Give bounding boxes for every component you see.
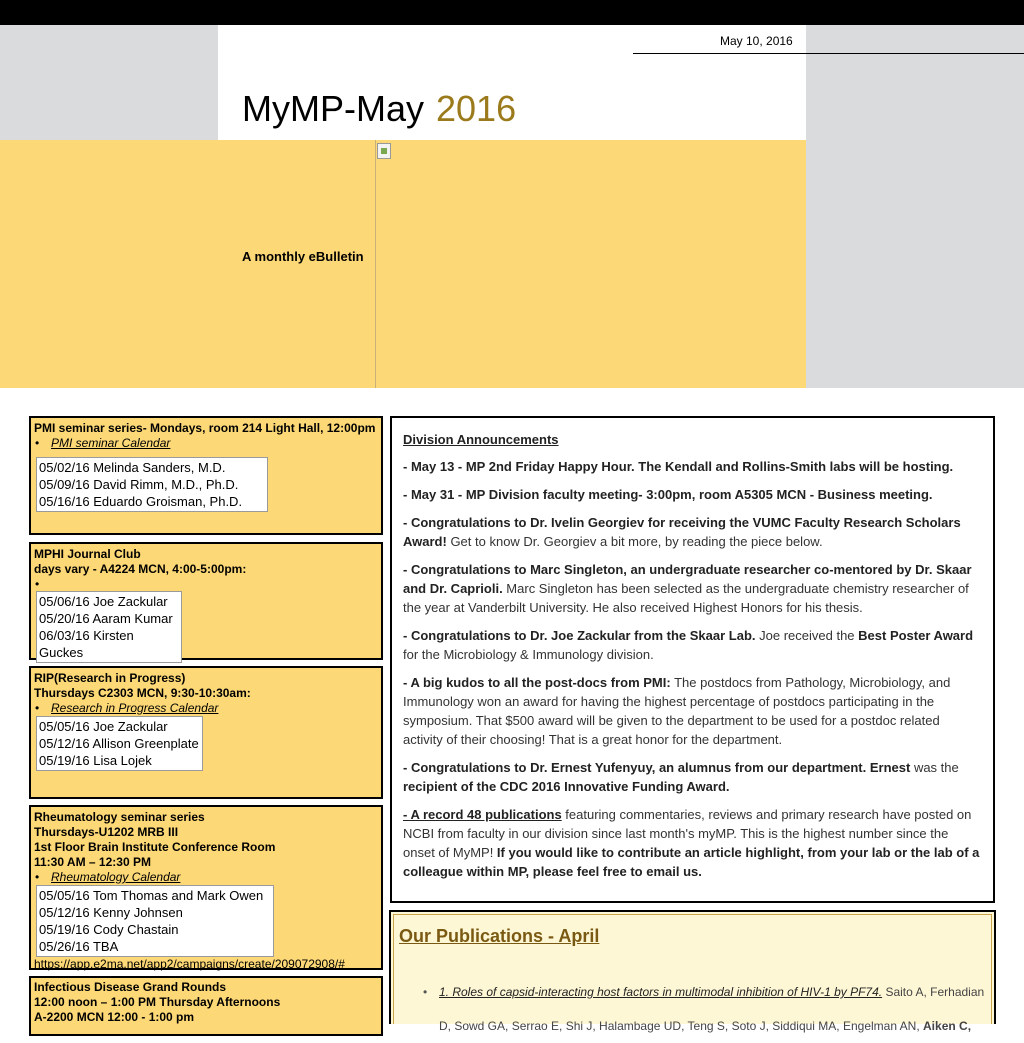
list-item: 05/05/16 Tom Thomas and Mark Owen xyxy=(39,888,264,903)
date-rule xyxy=(633,53,1024,54)
tagline: A monthly eBulletin xyxy=(242,249,364,264)
publication-item: • 1. Roles of capsid-interacting host factors in multimodal inhibition of HIV-1 by PF74. Saito A, Ferhadian D, Sowd GA, Serrao E, Shi J, Halambage UD, Teng S, Soto J, Siddiqui MA, Engelman AN, Aiken C, xyxy=(399,975,986,1043)
pmi-calendar-link[interactable]: • PMI seminar Calendar xyxy=(34,436,378,451)
list-item: 05/12/16 Allison Greenplate xyxy=(39,736,199,751)
list-item: 05/06/16 Joe Zackular xyxy=(39,594,168,609)
mphi-title-1: MPHI Journal Club xyxy=(34,547,141,561)
rip-title-2: Thursdays C2303 MCN, 9:30-10:30am: xyxy=(34,686,251,700)
publications-link[interactable]: - A record 48 publications xyxy=(403,807,562,822)
pmi-seminar-title: PMI seminar series- Mondays, room 214 Light Hall, 12:00pm xyxy=(34,421,376,435)
rheum-title-2: Thursdays-U1202 MRB III xyxy=(34,825,179,839)
rheum-url[interactable]: https://app.e2ma.net/app2/campaigns/create/209072908/# xyxy=(34,957,345,971)
list-item: 05/02/16 Melinda Sanders, M.D. xyxy=(39,460,226,475)
list-item: 05/12/16 Kenny Johnsen xyxy=(39,905,183,920)
header-grey-right xyxy=(806,25,1024,388)
list-item: 05/05/16 Joe Zackular xyxy=(39,719,168,734)
list-item: 05/26/16 TBA xyxy=(39,939,119,954)
rheum-title-4: 11:30 AM – 12:30 PM xyxy=(34,855,151,869)
mphi-schedule xyxy=(36,591,182,663)
top-bar xyxy=(0,0,1024,25)
announcement-5: - Congratulations to Dr. Joe Zackular from the Skaar Lab. Joe received the Best Poster Award for the Microbiology & Immunology division. xyxy=(403,628,974,662)
rheumatology-box xyxy=(29,805,383,970)
announcement-1: - May 13 - MP 2nd Friday Happy Hour. The Kendall and Rollins-Smith labs will be hosting. xyxy=(403,459,954,474)
broken-image-icon xyxy=(377,143,391,159)
mphi-empty-bullet xyxy=(34,577,378,591)
rip-box xyxy=(29,666,383,799)
pmi-schedule xyxy=(36,457,268,512)
newsletter-title xyxy=(242,88,516,130)
list-item: 05/19/16 Cody Chastain xyxy=(39,922,179,937)
announcement-6: - A big kudos to all the post-docs from PMI: The postdocs from Pathology, Microbiology, and Immunology won an award for having the highest percentage of postdocs participating in the symposium. That $500 award will be given to the department to be used for a postdoc related activity of their choosing! That is a great honor for the department. xyxy=(403,675,951,747)
announcement-3: - Congratulations to Dr. Ivelin Georgiev for receiving the VUMC Faculty Research Scholars Award! Get to know Dr. Georgiev a bit more, by reading the piece below. xyxy=(403,515,961,549)
division-announcements xyxy=(390,416,995,903)
mphi-journal-club-box xyxy=(29,542,383,660)
rip-title-1: RIP(Research in Progress) xyxy=(34,671,186,685)
mphi-title-2: days vary - A4224 MCN, 4:00-5:00pm: xyxy=(34,562,247,576)
title-year: 2016 xyxy=(436,88,517,129)
announcement-4: - Congratulations to Marc Singleton, an undergraduate researcher co-mentored by Dr. Skaar and Dr. Caprioli. Marc Singleton has been selected as the undergraduate chemistry researcher of the year at Vanderbilt University. He also received Highest Honors for his thesis. xyxy=(403,562,972,615)
announcement-8: - A record 48 publications featuring commentaries, reviews and primary research have posted on NCBI from faculty in our division since last month's myMP. This is the highest number since the onset of MyMP! If you would like to contribute an article highlight, from your lab or the lab of a colleague within MP, please feel free to email us. xyxy=(403,807,980,879)
title-text: MyMP-May xyxy=(242,88,424,129)
banner-image-area xyxy=(375,140,806,388)
list-item: 05/20/16 Aaram Kumar xyxy=(39,611,173,626)
infectious-disease-box xyxy=(29,976,383,1036)
id-title-2: 12:00 noon – 1:00 PM Thursday Afternoons xyxy=(34,995,281,1009)
rheum-title-1: Rheumatology seminar series xyxy=(34,810,205,824)
publication-link[interactable]: 1. Roles of capsid-interacting host factors in multimodal inhibition of HIV-1 by PF74. xyxy=(439,985,883,999)
publications-panel xyxy=(389,910,996,1033)
id-title-1: Infectious Disease Grand Rounds xyxy=(34,980,227,994)
rheum-calendar-link[interactable]: • Rheumatology Calendar xyxy=(34,870,378,885)
rheum-schedule xyxy=(36,885,274,957)
rheum-title-3: 1st Floor Brain Institute Conference Room xyxy=(34,840,276,854)
id-title-3: A-2200 MCN 12:00 - 1:00 pm xyxy=(34,1010,195,1024)
header-grey-left xyxy=(0,25,218,140)
issue-date: May 10, 2016 xyxy=(720,34,793,48)
list-item: 05/16/16 Eduardo Groisman, Ph.D. xyxy=(39,494,243,509)
rip-schedule xyxy=(36,716,203,771)
rip-calendar-link[interactable]: • Research in Progress Calendar xyxy=(34,701,378,716)
announcements-title: Division Announcements xyxy=(403,432,559,447)
announcement-7: - Congratulations to Dr. Ernest Yufenyuy, an alumnus from our department. Ernest was the recipient of the CDC 2016 Innovative Funding Award. xyxy=(403,760,959,794)
publications-title: Our Publications - April xyxy=(399,926,600,946)
pmi-seminar-box xyxy=(29,416,383,535)
announcement-2: - May 31 - MP Division faculty meeting- 3:00pm, room A5305 MCN - Business meeting. xyxy=(403,487,933,502)
list-item: 06/03/16 Kirsten Guckes xyxy=(39,628,134,660)
list-item: 05/19/16 Lisa Lojek xyxy=(39,753,152,768)
list-item: 05/09/16 David Rimm, M.D., Ph.D. xyxy=(39,477,239,492)
